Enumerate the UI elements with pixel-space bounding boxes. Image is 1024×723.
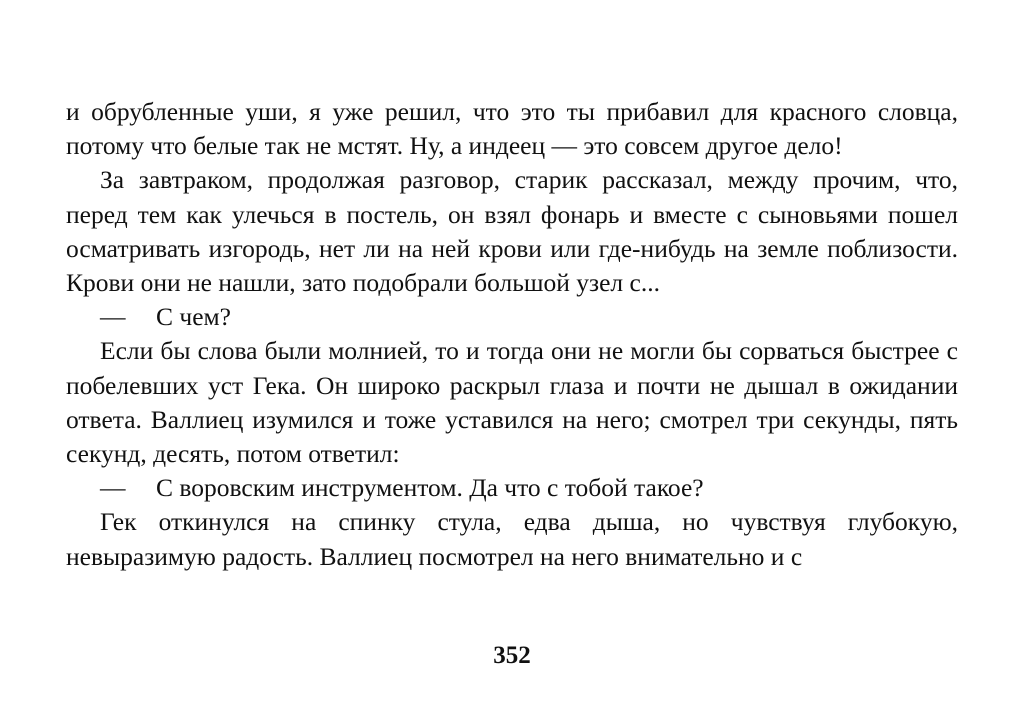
dialog-dash: — xyxy=(100,302,126,332)
paragraph-continuation: и обрубленные уши, я уже решил, что это ты прибавил для красного словца, потому что белые так не мстят. Ну, а индеец — это совсем другое дело! xyxy=(66,97,958,161)
page-number: 352 xyxy=(493,642,531,669)
dialog-dash: — xyxy=(100,473,126,503)
paragraph-huck-relief: Гек откинулся на спинку стула, едва дыша, но чувствуя глубокую, невыразимую радость. Валлиец посмотрел на него внимательно и с xyxy=(66,507,958,571)
dialog-text: С воровским инструментом. Да что с тобой такое? xyxy=(156,473,704,503)
dialog-line-question xyxy=(66,300,958,334)
dialog-line-answer xyxy=(66,471,958,505)
paragraph-breakfast: За завтраком, продолжая разговор, старик рассказал, между прочим, что, перед тем как улечься в постель, он взял фонарь и вместе с сыновьями пошел осматривать изгородь, нет ли на ней крови или где-нибудь на земле поблизости. Крови они не нашли, зато подобрали большой узел с... xyxy=(66,165,958,298)
paragraph-lightning: Если бы слова были молнией, то и тогда они не могли бы сорваться быстрее с побелевших уст Гека. Он широко раскрыл глаза и почти не дышал в ожидании ответа. Валлиец изумился и тоже уставился на него; смотрел три секунды, пять секунд, десять, потом ответил: xyxy=(66,336,958,469)
dialog-text: С чем? xyxy=(156,302,231,332)
